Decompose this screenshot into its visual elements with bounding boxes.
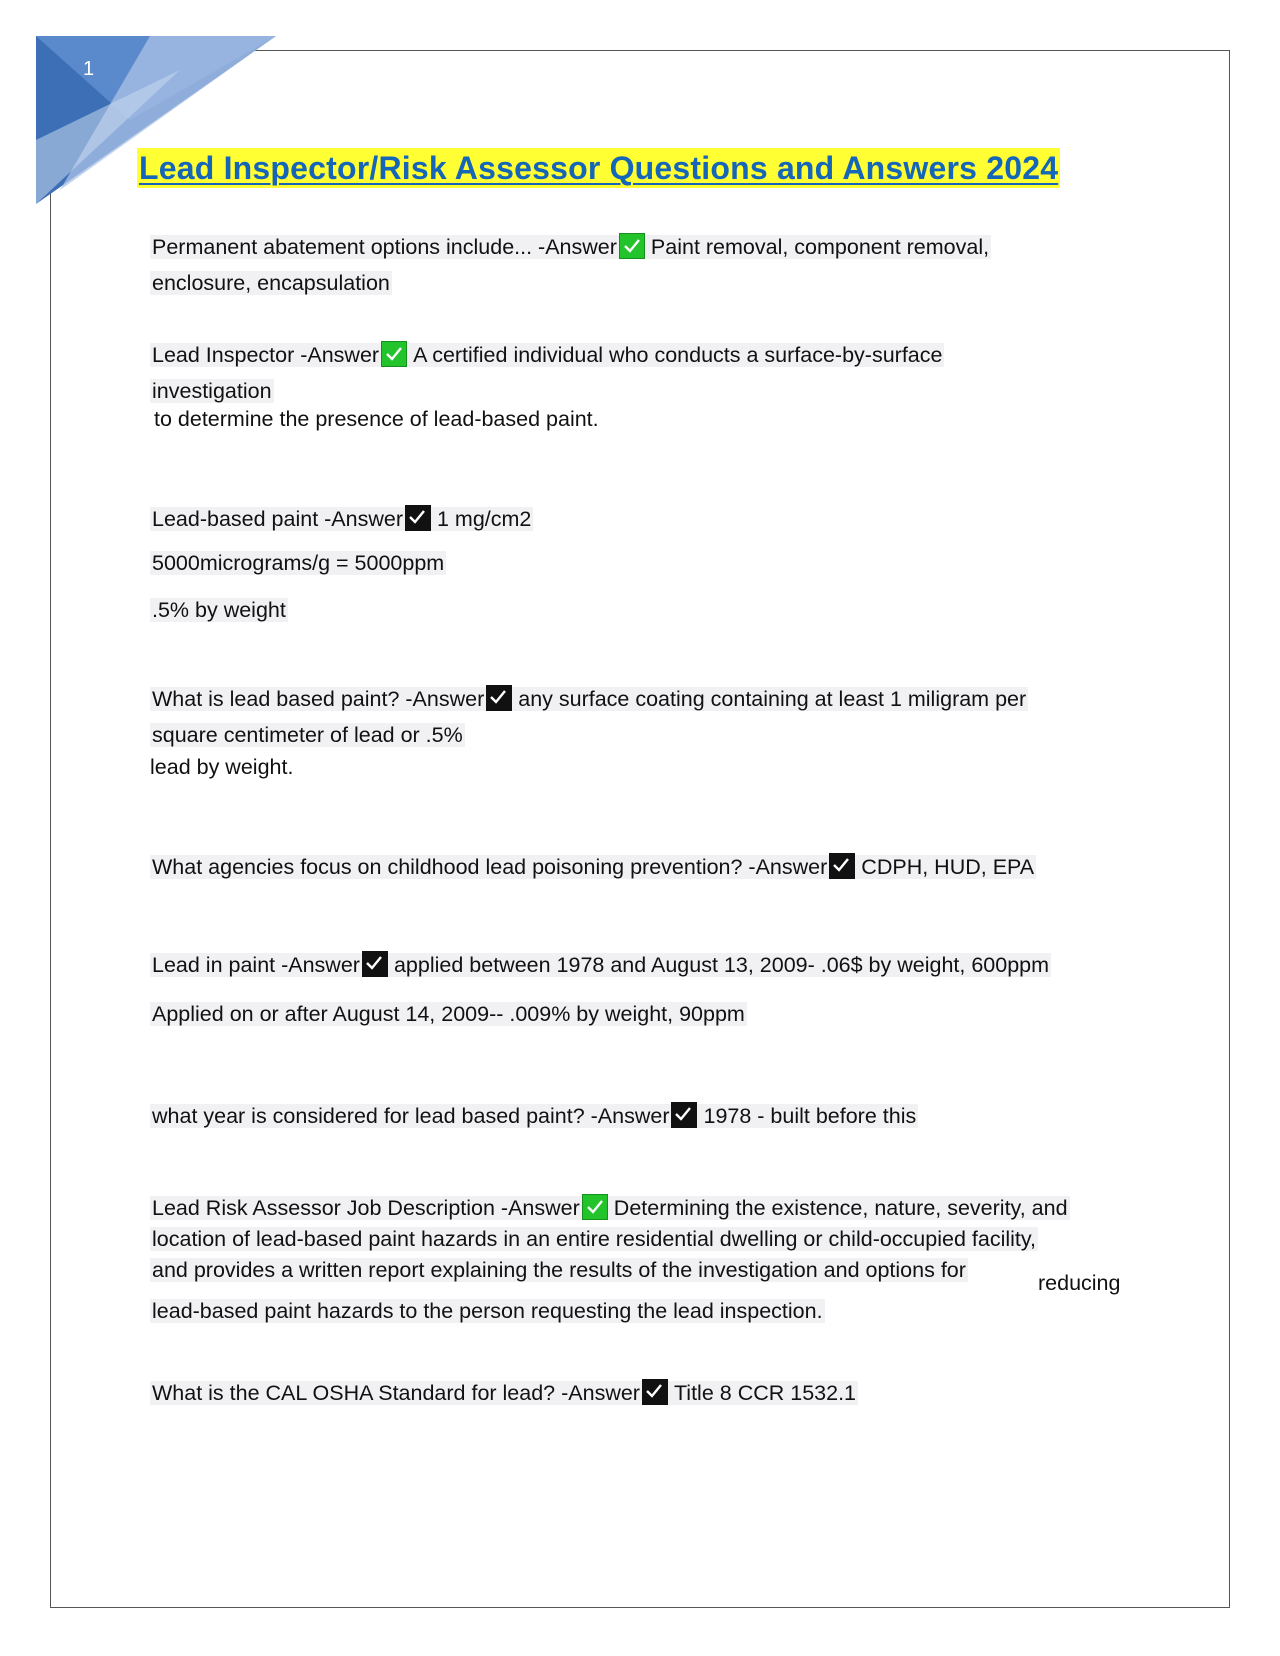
question-text: What is lead based paint? -Answer xyxy=(152,687,485,711)
check-icon xyxy=(829,853,855,879)
answer-continuation: 5000micrograms/g = 5000ppm xyxy=(152,551,445,575)
answer-text: Paint removal, component removal, xyxy=(650,235,990,259)
answer-text: A certified individual who conducts a surface-by-surface xyxy=(413,343,943,367)
check-icon xyxy=(362,951,388,977)
qa-item-2 xyxy=(150,338,944,372)
answer-continuation: square centimeter of lead or .5% xyxy=(152,723,463,747)
answer-continuation: location of lead-based paint hazards in an entire residential dwelling or child-occupied facility, xyxy=(152,1227,1036,1251)
answer-continuation-tail: reducing xyxy=(1038,1271,1121,1295)
question-text: What agencies focus on childhood lead poisoning prevention? -Answer xyxy=(152,855,828,879)
qa-item-5 xyxy=(150,850,1036,884)
qa-item-3 xyxy=(150,502,533,536)
qa-item-4 xyxy=(150,682,1028,716)
answer-continuation: to determine the presence of lead-based paint. xyxy=(154,407,599,431)
answer-continuation: and provides a written report explaining the results of the investigation and options for xyxy=(152,1258,966,1282)
question-text: What is the CAL OSHA Standard for lead? -Answer xyxy=(152,1381,640,1405)
qa-item-7 xyxy=(150,1099,918,1133)
answer-text: applied between 1978 and August 13, 2009- .06$ by weight, 600ppm xyxy=(393,953,1050,977)
check-icon xyxy=(486,685,512,711)
check-icon xyxy=(381,341,407,367)
check-icon xyxy=(642,1379,668,1405)
answer-text: CDPH, HUD, EPA xyxy=(861,855,1035,879)
check-icon xyxy=(405,505,431,531)
answer-continuation: .5% by weight xyxy=(152,598,286,622)
answer-continuation: lead by weight. xyxy=(150,755,294,779)
qa-item-8 xyxy=(150,1191,1070,1225)
check-icon xyxy=(619,233,645,259)
page-title: Lead Inspector/Risk Assessor Questions and Answers 2024 xyxy=(139,150,1059,186)
question-text: Lead Inspector -Answer xyxy=(152,343,380,367)
question-text: Lead in paint -Answer xyxy=(152,953,360,977)
question-text: Permanent abatement options include... -Answer xyxy=(152,235,617,259)
answer-text: any surface coating containing at least 1 miligram per xyxy=(518,687,1027,711)
qa-item-1 xyxy=(150,230,991,264)
answer-continuation: Applied on or after August 14, 2009-- .009% by weight, 90ppm xyxy=(152,1002,745,1026)
answer-continuation: investigation xyxy=(152,379,272,403)
answer-continuation: lead-based paint hazards to the person requesting the lead inspection. xyxy=(152,1299,823,1323)
answer-continuation: enclosure, encapsulation xyxy=(152,271,390,295)
question-text: what year is considered for lead based paint? -Answer xyxy=(152,1104,670,1128)
check-icon xyxy=(671,1102,697,1128)
answer-text: Title 8 CCR 1532.1 xyxy=(673,1381,857,1405)
question-text: Lead-based paint -Answer xyxy=(152,507,403,531)
answer-text: 1 mg/cm2 xyxy=(437,507,532,531)
question-text: Lead Risk Assessor Job Description -Answer xyxy=(152,1196,580,1220)
answer-text: 1978 - built before this xyxy=(703,1104,917,1128)
check-icon xyxy=(582,1194,608,1220)
qa-item-9 xyxy=(150,1376,858,1410)
answer-text: Determining the existence, nature, severity, and xyxy=(613,1196,1068,1220)
qa-item-6 xyxy=(150,948,1051,982)
page-number: 1 xyxy=(83,58,95,80)
